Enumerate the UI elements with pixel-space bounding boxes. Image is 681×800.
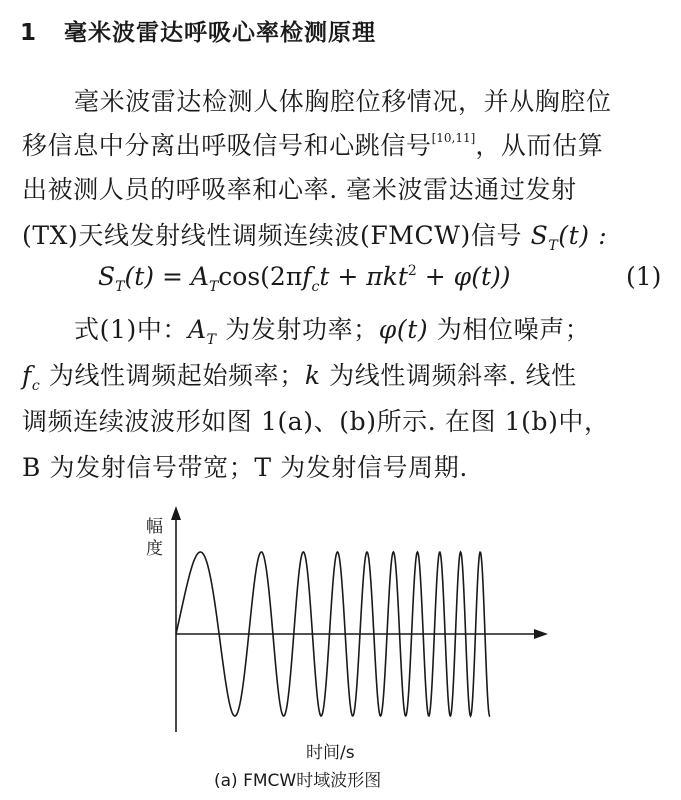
equation-number: (1) xyxy=(626,262,662,291)
eq-text: (t) = xyxy=(124,262,191,291)
eq-symbol: kt xyxy=(382,262,408,291)
text: B 为发射信号带宽；T 为发射信号周期. xyxy=(22,453,468,482)
eq-text: t + π xyxy=(319,262,383,291)
symbol: S xyxy=(530,221,549,250)
text: 移信息中分离出呼吸信号和心跳信号 xyxy=(22,131,432,160)
eq-symbol: f xyxy=(302,262,312,291)
y-axis-label-1: 幅 xyxy=(146,517,163,537)
symbol: A xyxy=(188,315,207,344)
x-axis-arrow xyxy=(534,629,548,639)
text: 调频连续波波形如图 1(a)、(b)所示. 在图 1(b)中， xyxy=(22,407,610,436)
citation: [10,11] xyxy=(431,131,476,145)
y-axis-arrow xyxy=(171,506,181,520)
symbol: k xyxy=(304,361,321,390)
text: 出被测人员的呼吸率和心率. 毫米波雷达通过发射 xyxy=(22,175,577,204)
section-title: 毫米波雷达呼吸心率检测原理 xyxy=(64,20,376,46)
text: 为相位噪声； xyxy=(428,315,591,344)
subscript: T xyxy=(206,332,217,348)
figure-caption: (a) FMCW时域波形图 xyxy=(214,771,382,791)
y-axis-label-2: 度 xyxy=(146,539,163,559)
subscript: T xyxy=(548,238,559,254)
text: 为线性调频起始频率； xyxy=(40,361,305,390)
eq-text: + φ(t)) xyxy=(416,262,511,291)
symbol: φ(t) xyxy=(378,315,429,344)
symbol: (t) : xyxy=(558,221,608,250)
text: ，从而估算 xyxy=(475,131,604,160)
text: 为发射功率； xyxy=(216,315,379,344)
text: 为线性调频斜率. 线性 xyxy=(320,361,577,390)
eq-subscript: T xyxy=(208,279,219,295)
eq-symbol: S xyxy=(98,262,116,291)
x-axis-label: 时间/s xyxy=(306,743,355,763)
eq-symbol: A xyxy=(190,262,209,291)
text: 毫米波雷达检测人体胸腔位移情况，并从胸腔位 xyxy=(74,87,612,116)
symbol: f xyxy=(22,361,32,390)
eq-exponent: 2 xyxy=(407,263,417,279)
text: (TX)天线发射线性调频连续波(FMCW)信号 xyxy=(22,221,531,250)
subscript: c xyxy=(31,378,41,394)
eq-subscript: c xyxy=(311,279,320,295)
eq-subscript: T xyxy=(115,279,125,295)
text: 式(1)中： xyxy=(74,315,189,344)
eq-text: cos(2π xyxy=(218,262,303,291)
section-number: 1 xyxy=(20,20,38,46)
